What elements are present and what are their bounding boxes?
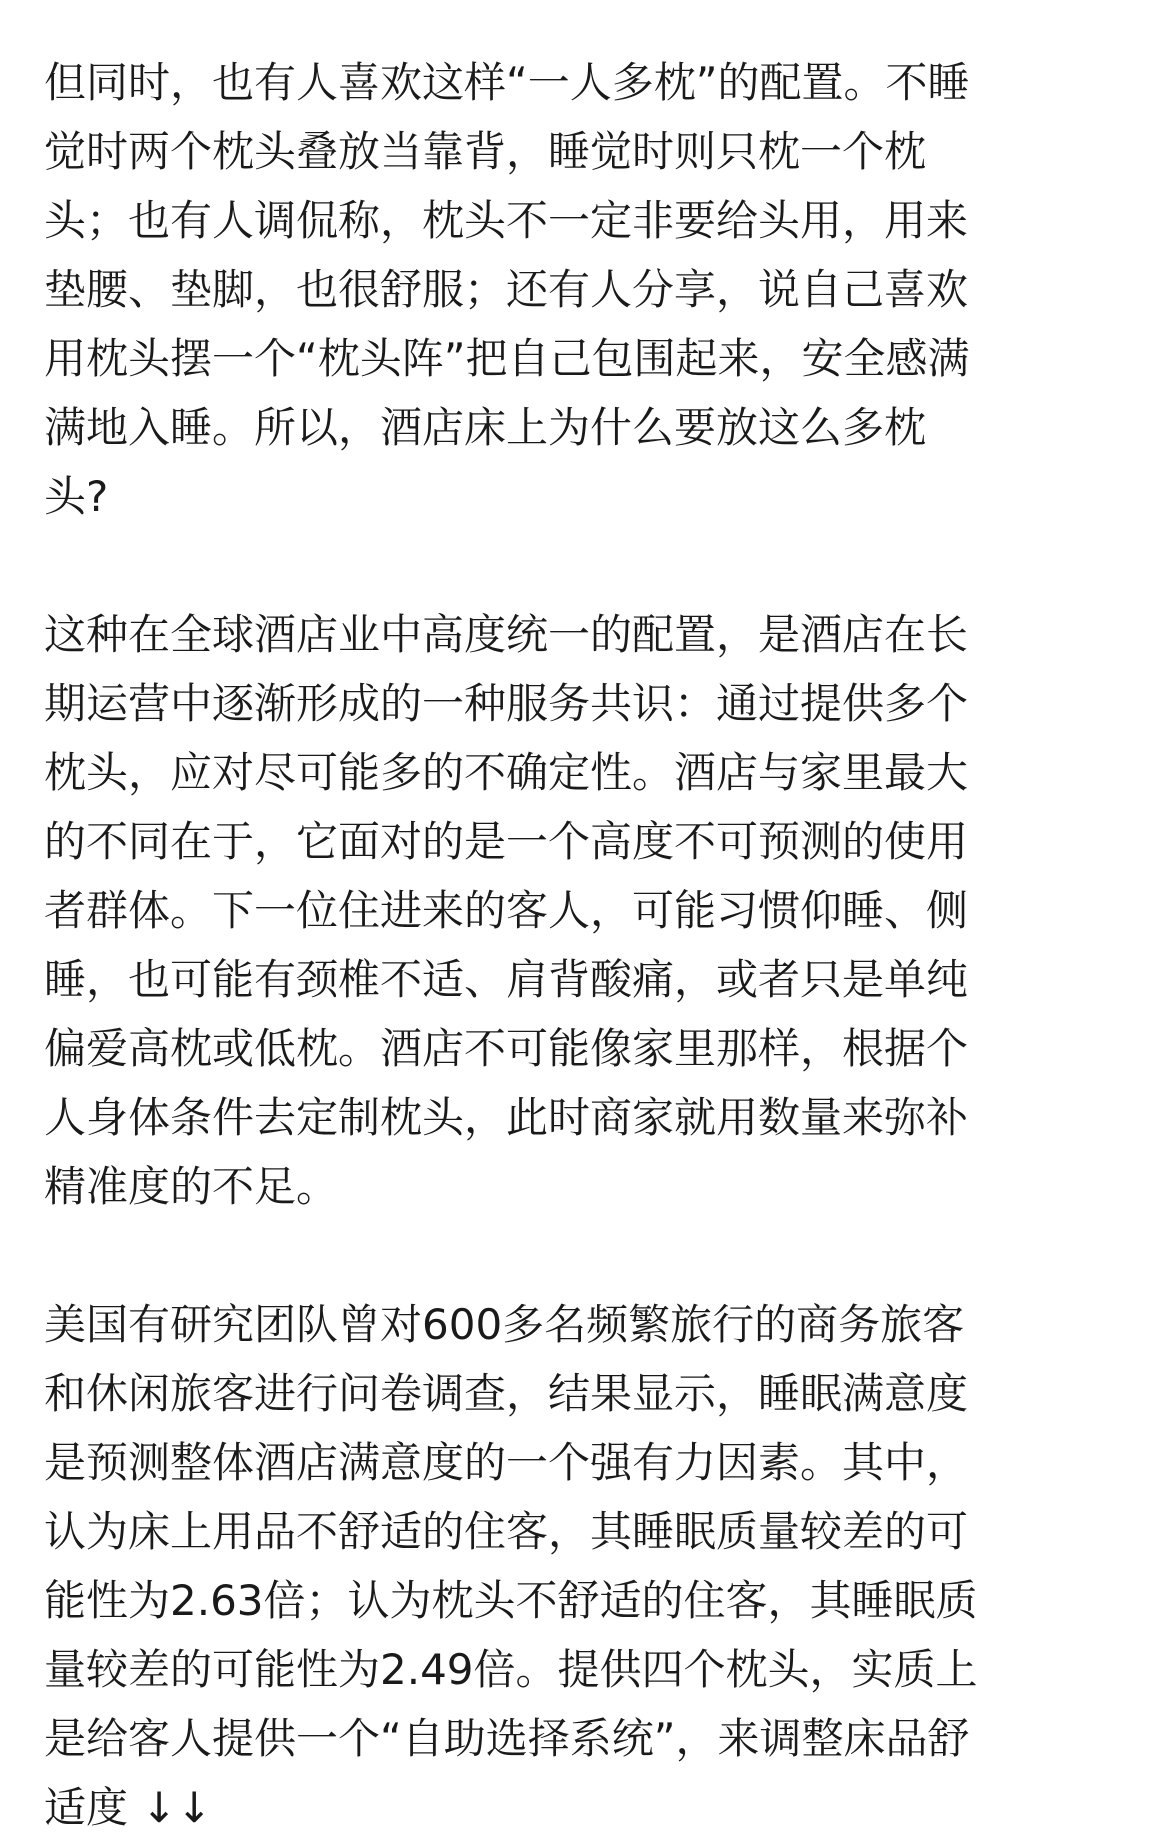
paragraph-research-findings: 美国有研究团队曾对600多名频繁旅行的商务旅客 和休闲旅客进行问卷调查，结果显示，睡眠满意度 是预测整体酒店满意度的一个强有力因素。其中， 认为床上用品不舒适的住客，其睡眠质量较差的可 能性为2.63倍；认为枕头不舒适的住客，其睡眠质 量较差的可能性为2.49倍。提供四个枕头，实质上 是给客人提供一个“自助选择系统”，来调整床品舒 适度 ↓↓ [44, 1300, 978, 1832]
article-body [44, 48, 1124, 1842]
paragraph-pillow-habits: 但同时，也有人喜欢这样“一人多枕”的配置。不睡 觉时两个枕头叠放当靠背，睡觉时则只枕一个枕 头；也有人调侃称，枕头不一定非要给头用，用来 垫腰、垫脚，也很舒服；还有人分享，说自己喜欢 用枕头摆一个“枕头阵”把自己包围起来，安全感满 满地入睡。所以，酒店床上为什么要放这么多枕 头? [44, 58, 970, 521]
paragraph-service-consensus: 这种在全球酒店业中高度统一的配置，是酒店在长 期运营中逐渐形成的一种服务共识：通过提供多个 枕头，应对尽可能多的不确定性。酒店与家里最大 的不同在于，它面对的是一个高度不可预测的使用 者群体。下一位住进来的客人，可能习惯仰睡、侧 睡，也可能有颈椎不适、肩背酸痛，或者只是单纯 偏爱高枕或低枕。酒店不可能像家里那样，根据个 人身体条件去定制枕头，此时商家就用数量来弥补 精准度的不足。 [44, 610, 969, 1211]
